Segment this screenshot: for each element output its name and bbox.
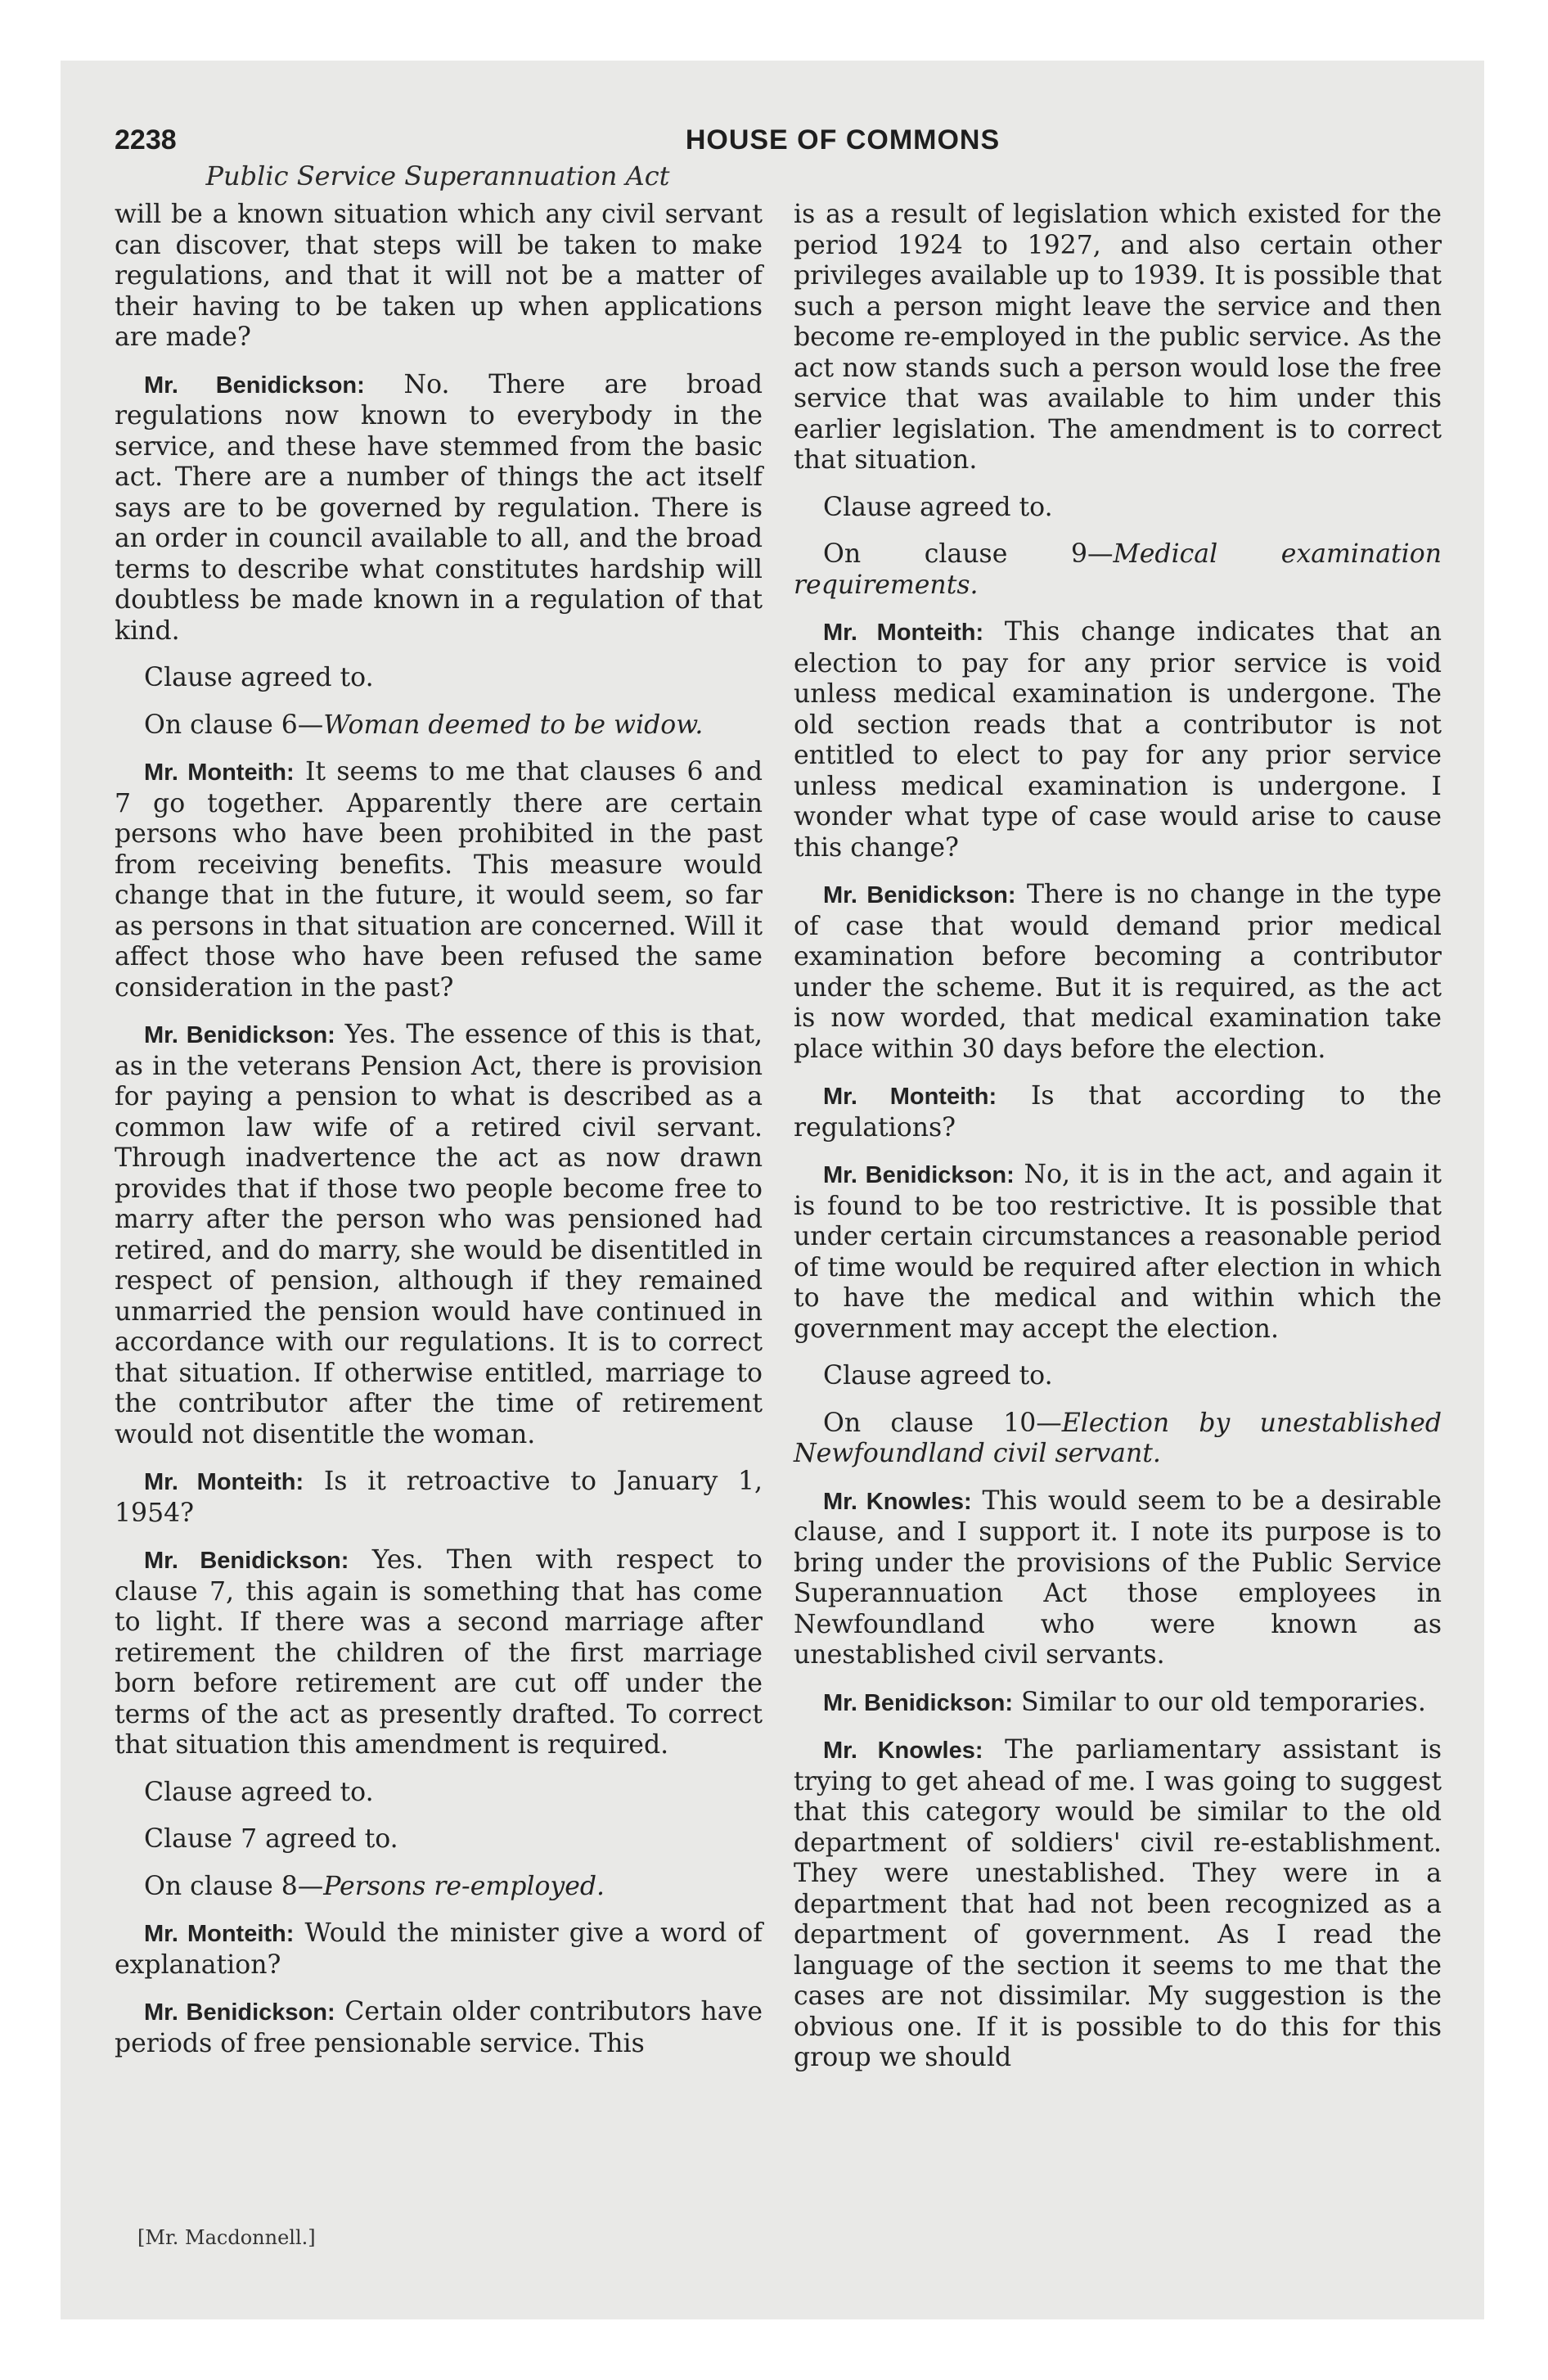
- speech-paragraph: [115, 757, 763, 1003]
- speech-paragraph: [794, 1160, 1442, 1345]
- clause-title: Woman deemed to be widow.: [323, 710, 704, 740]
- clause-prefix: On clause 10—: [823, 1408, 1062, 1438]
- speech-text: Certain older contributors have periods of free pensionable service. This: [115, 1997, 763, 2058]
- speech-text: There is no change in the type of case that would demand prior medical examination before becoming a contributor under the scheme. But it is required, as the act is now worded, that medical examination take place within 30 days before the election.: [794, 880, 1442, 1064]
- speaker-name: Mr. Benidickson:: [823, 882, 1016, 908]
- speech-paragraph: [794, 1486, 1442, 1671]
- speech-paragraph: [794, 1735, 1442, 2074]
- clause-agreed: Clause agreed to.: [823, 492, 1053, 522]
- speech-paragraph: [115, 1918, 763, 1981]
- clause-heading: [115, 1872, 763, 1903]
- clause-title: Medical examination requirements.: [794, 539, 1442, 600]
- speech-text: No. There are broad regulations now known to everybody in the service, and these have stemmed from the basic act. There are a number of things the act itself says are to be governed by regulation. There is an order in council available to all, and the broad terms to describe what constitutes hardship will doubtless be made known in a regulation of that kind.: [115, 369, 763, 646]
- speech-paragraph: [115, 1545, 763, 1761]
- speech-text: Similar to our old temporaries.: [1013, 1687, 1426, 1717]
- clause-agreed: Clause agreed to.: [823, 1361, 1053, 1391]
- speaker-name: Mr. Benidickson:: [144, 1022, 335, 1048]
- left-column: [115, 200, 763, 2076]
- speaker-name: Mr. Monteith:: [144, 760, 295, 786]
- speech-paragraph: [115, 370, 763, 647]
- speech-text: Would the minister give a word of explanation?: [115, 1918, 763, 1980]
- speaker-name: Mr. Monteith:: [823, 620, 984, 646]
- clause-title: Election by unestablished Newfoundland civil servant.: [794, 1408, 1442, 1468]
- speech-paragraph: [115, 1020, 763, 1450]
- speaker-name: Mr. Benidickson:: [144, 1548, 349, 1574]
- speech-text: The parliamentary assistant is trying to get ahead of me. I was going to suggest that this category would be similar to the old department of soldiers' civil re-establishment. They were unestablished. They were in a department that had not been recognized as a department of government. As I read the language of the section it seems to me that the cases are not dissimilar. My suggestion is the obvious one. If it is possible to do this for this group we should: [794, 1735, 1442, 2072]
- speech-paragraph: [794, 1081, 1442, 1143]
- page-number: 2238: [115, 124, 177, 156]
- speech-text: This would seem to be a desirable clause, and I support it. I note its purpose is to bring under the provisions of the Public Service Superannuation Act those employees in Newfoundland who were known as unestablished civil servants.: [794, 1485, 1442, 1670]
- speech-text: Yes. Then with respect to clause 7, this again is something that has come to light. If there was a second marriage after retirement the children of the first marriage born before retirement are cut off under the terms of the act as presently drafted. To correct that situation this amendment is required.: [115, 1545, 763, 1760]
- speaker-name: Mr. Knowles:: [823, 1488, 972, 1515]
- paragraph: is as a result of legislation which existed for the period 1924 to 1927, and also certain other privileges available up to 1939. It is possible that such a person might leave the service and then become re-employed in the public service. As the act now stands such a person would lose the free service that was available to him under this earlier legislation. The amendment is to correct that situation.: [794, 200, 1442, 475]
- right-column: [794, 200, 1442, 2090]
- clause-agreed: Clause agreed to.: [144, 1777, 374, 1807]
- speaker-name: Mr. Knowles:: [823, 1738, 983, 1764]
- clause-title: Persons re-employed.: [323, 1871, 605, 1901]
- speech-text: No, it is in the act, and again it is found to be too restrictive. It is possible that under certain circumstances a reasonable period of time would be required after election in which to have the medical and within which the government may accept the election.: [794, 1160, 1442, 1344]
- speech-paragraph: [115, 1467, 763, 1529]
- speaker-name: Mr. Benidickson:: [144, 1999, 335, 2026]
- speech-text: It seems to me that clauses 6 and 7 go together. Apparently there are certain persons who have been prohibited in the past from receiving benefits. This measure would change that in the future, it would seem, so far as persons in that situation are concerned. Will it affect those who have been refused the same consideration in the past?: [115, 757, 763, 1003]
- speaker-name: Mr. Benidickson:: [823, 1162, 1015, 1188]
- speech-text: Is that according to the regulations?: [794, 1081, 1442, 1143]
- speaker-name: Mr. Monteith:: [144, 1469, 304, 1495]
- running-title: HOUSE OF COMMONS: [685, 124, 1001, 156]
- clause-agreed: Clause 7 agreed to.: [144, 1824, 398, 1854]
- speaker-name: Mr. Monteith:: [823, 1084, 997, 1110]
- clause-prefix: On clause 9—: [823, 539, 1114, 569]
- speech-text: Yes. The essence of this is that, as in the veterans Pension Act, there is provision for paying a pension to what is described as a common law wife of a retired civil servant. Through inadvertence the act as now drawn provides that if those two people become free to marry after the person who was pensioned had retired, and do marry, she would be disentitled in respect of pension, although if they remained unmarried the pension would have continued in accordance with our regulations. It is to correct that situation. If otherwise entitled, marriage to the contributor after the time of retirement would not disentitle the woman.: [115, 1020, 763, 1449]
- clause-prefix: On clause 6—: [144, 710, 324, 740]
- clause-heading: [115, 710, 763, 741]
- speech-paragraph: [794, 880, 1442, 1065]
- clause-agreed: Clause agreed to.: [144, 663, 374, 692]
- clause-heading: [794, 1409, 1442, 1470]
- speech-text: Is it retroactive to January 1, 1954?: [115, 1467, 763, 1528]
- speech-paragraph: [115, 1997, 763, 2059]
- speaker-name: Mr. Benidickson:: [823, 1689, 1014, 1716]
- section-subhead: Public Service Superannuation Act: [205, 160, 670, 192]
- clause-heading: [794, 539, 1442, 601]
- clause-prefix: On clause 8—: [144, 1871, 324, 1901]
- speech-text: This change indicates that an election to pay for any prior service is void unless medical examination is undergone. The old section reads that a contributor is not entitled to elect to pay for any prior service unless medical examination is undergone. I wonder what type of case would arise to cause this change?: [794, 617, 1442, 863]
- speaker-name: Mr. Benidickson:: [144, 372, 365, 399]
- footer-speaker-ref: [Mr. Macdonnell.]: [137, 2226, 316, 2249]
- speaker-name: Mr. Monteith:: [144, 1921, 295, 1947]
- paragraph: will be a known situation which any civil servant can discover, that steps will be taken to make regulations, and that it will not be a matter of their having to be taken up when applications are made?: [115, 200, 763, 352]
- speech-paragraph: [794, 617, 1442, 863]
- speech-paragraph: [794, 1688, 1442, 1720]
